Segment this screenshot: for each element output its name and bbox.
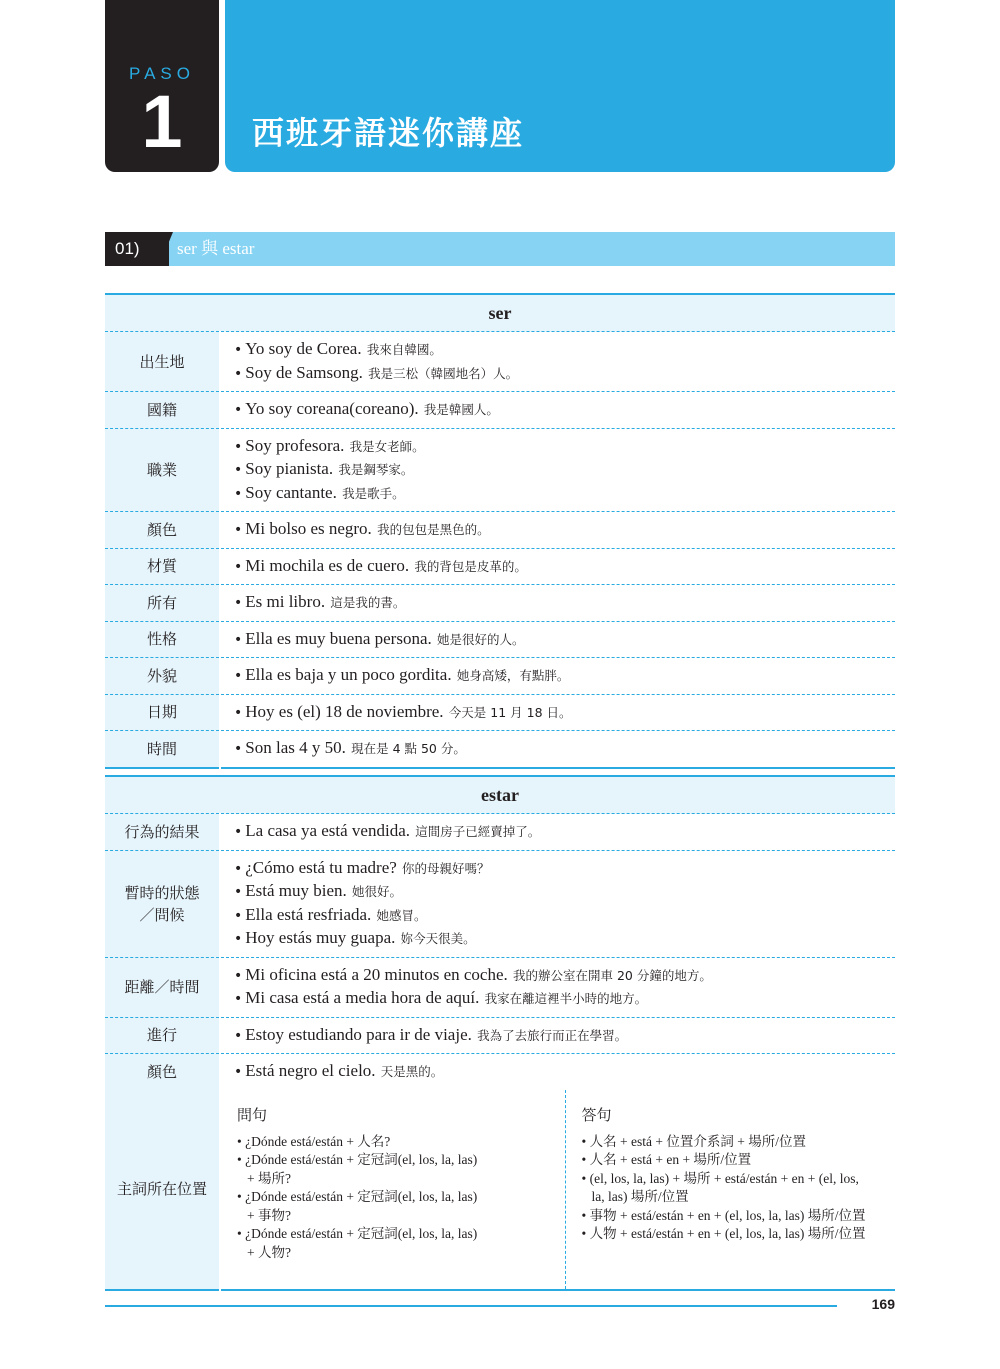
estar-table-body [105, 814, 895, 1090]
bullet-icon: • [234, 1064, 243, 1080]
bullet-icon: • [237, 1189, 246, 1204]
bullet-icon: • [234, 884, 243, 900]
row-content [220, 428, 895, 512]
paso-number: 1 [141, 80, 183, 163]
chinese-translation: 我是韓國人。 [423, 402, 499, 417]
row-label: 材質 [105, 548, 220, 585]
example-sentence [234, 435, 895, 459]
section-number: 01) [105, 232, 169, 266]
ser-table-body [105, 332, 895, 768]
chinese-translation: 我為了去旅行而正在學習。 [477, 1027, 628, 1043]
example-sentence [234, 362, 895, 386]
row-content [220, 512, 895, 549]
row-content [220, 621, 895, 658]
row-label: 所有 [105, 585, 220, 622]
question-column [234, 1090, 565, 1289]
example-sentence [234, 555, 895, 579]
row-label: 顏色 [105, 1054, 220, 1090]
example-sentence [234, 737, 895, 761]
list-item [582, 1151, 896, 1170]
row-label: 出生地 [105, 332, 220, 392]
row-label: 顏色 [105, 512, 220, 549]
row-label: 職業 [105, 428, 220, 512]
bullet-icon: • [234, 631, 243, 648]
location-content [220, 1090, 895, 1290]
bullet-icon: • [234, 668, 243, 684]
table-row [105, 694, 895, 731]
table-row [105, 957, 895, 1017]
chinese-translation: 我是三松（韓國地名）人。 [368, 365, 519, 381]
table-row [105, 585, 895, 622]
bullet-icon: • [581, 1152, 590, 1167]
list-item [582, 1133, 896, 1152]
spanish-text: Estoy estudiando para ir de viaje. [245, 1024, 472, 1044]
chinese-translation: 現在是 4 點 50 分。 [351, 741, 466, 756]
spanish-text: Mi oficina está a 20 minutos en coche. [245, 964, 508, 984]
spanish-text: Soy cantante. [245, 482, 337, 502]
example-sentence [234, 987, 895, 1011]
page-title: 西班牙語迷你講座 [252, 114, 525, 152]
paso-label: PASO [129, 64, 195, 83]
bullet-icon: • [581, 1170, 590, 1186]
list-item [582, 1170, 896, 1207]
bullet-icon: • [234, 558, 243, 575]
estar-table [105, 775, 895, 1291]
list-item-text: 人物 + está/están + en + (el, los, la, las) 場所/位置 [589, 1226, 866, 1241]
footer-rule [105, 1305, 837, 1307]
list-item-text: ¿Dónde está/están + 人名? [245, 1133, 391, 1149]
chinese-translation: 我來自韓國。 [366, 342, 442, 357]
spanish-text: Mi bolso es negro. [245, 519, 372, 538]
list-item [237, 1133, 565, 1152]
row-label: 進行 [105, 1017, 220, 1054]
chinese-translation: 今天是 11 月 18 日。 [448, 704, 572, 720]
spanish-text: Yo soy de Corea. [245, 339, 362, 358]
estar-table-heading: estar [105, 776, 895, 814]
spanish-text: Ella es muy buena persona. [245, 628, 432, 648]
row-content [220, 1017, 895, 1054]
row-content [220, 548, 895, 585]
bullet-icon: • [234, 462, 243, 478]
example-sentence [234, 664, 895, 688]
bullet-icon: • [234, 365, 243, 382]
table-row [105, 1090, 895, 1290]
bullet-icon: • [234, 485, 243, 502]
table-row [105, 621, 895, 658]
spanish-text: La casa ya está vendida. [245, 821, 410, 840]
bullet-icon: • [234, 595, 243, 611]
table-row [105, 814, 895, 851]
list-item-text: ¿Dónde está/están + 定冠詞(el, los, la, las) + 場所? [245, 1152, 478, 1186]
row-content [220, 1054, 895, 1090]
chinese-translation: 我是女老師。 [349, 438, 425, 454]
chinese-translation: 妳今天很美。 [400, 931, 476, 946]
chinese-translation: 我的背包是皮革的。 [414, 558, 527, 574]
bullet-icon: • [237, 1133, 246, 1149]
chinese-translation: 她是很好的人。 [436, 631, 525, 647]
example-sentence [234, 1024, 895, 1048]
answer-list [582, 1133, 896, 1244]
bullet-icon: • [234, 402, 243, 418]
bullet-icon: • [237, 1226, 246, 1241]
row-content [220, 694, 895, 731]
chinese-translation: 她很好。 [352, 884, 403, 899]
spanish-text: ¿Cómo está tu madre? [245, 857, 397, 877]
table-row [105, 332, 895, 392]
location-section [105, 1090, 895, 1290]
paso-badge [105, 0, 219, 172]
chinese-translation: 她感冒。 [376, 907, 427, 923]
spanish-text: Soy de Samsong. [245, 362, 363, 382]
ser-table [105, 293, 895, 769]
spanish-text: Está negro el cielo. [245, 1061, 376, 1080]
spanish-text: Soy pianista. [245, 459, 334, 478]
section-slant-decoration [159, 232, 173, 266]
bullet-icon: • [234, 991, 243, 1007]
table-row [105, 392, 895, 429]
list-item [237, 1188, 565, 1225]
list-item [237, 1225, 565, 1262]
bullet-icon: • [234, 522, 243, 538]
bullet-icon: • [234, 824, 243, 840]
table-row [105, 428, 895, 512]
bullet-icon: • [581, 1226, 590, 1241]
bullet-icon: • [234, 741, 243, 757]
chinese-translation: 她身高矮，有點胖。 [456, 668, 570, 683]
row-content [220, 814, 895, 851]
example-sentence [234, 964, 895, 988]
list-item-text: ¿Dónde está/están + 定冠詞(el, los, la, las) + 人物? [245, 1226, 478, 1260]
row-label: 行為的結果 [105, 814, 220, 851]
table-row [105, 1054, 895, 1090]
chinese-translation: 我是鋼琴家。 [338, 462, 414, 477]
page-number: 169 [871, 1296, 895, 1312]
example-sentence [234, 857, 895, 881]
row-content [220, 731, 895, 768]
table-row [105, 548, 895, 585]
table-row [105, 1017, 895, 1054]
section-bar [105, 232, 895, 266]
bullet-icon: • [234, 1027, 243, 1044]
row-label: 時間 [105, 731, 220, 768]
spanish-text: Soy profesora. [245, 435, 345, 455]
example-sentence [234, 701, 895, 725]
chinese-translation: 這間房子已經賣掉了。 [415, 824, 541, 839]
bullet-icon: • [234, 704, 243, 721]
section-title: ser 與 estar [177, 239, 255, 258]
chinese-translation: 你的母親好嗎？ [402, 860, 490, 876]
row-label: 外貌 [105, 658, 220, 695]
table-row [105, 512, 895, 549]
answer-heading: 答句 [581, 1105, 612, 1124]
row-content [220, 585, 895, 622]
example-sentence [234, 398, 895, 422]
list-item-text: 人名 + está + en + 場所/位置 [589, 1152, 752, 1167]
answer-column [565, 1090, 896, 1289]
chinese-translation: 我是歌手。 [342, 485, 405, 501]
example-sentence [234, 880, 895, 904]
row-content [220, 392, 895, 429]
chinese-translation: 我的包包是黑色的。 [377, 522, 490, 537]
row-label: 距離／時間 [105, 957, 220, 1017]
example-sentence [234, 628, 895, 652]
table-row [105, 658, 895, 695]
chinese-translation: 這是我的書。 [330, 595, 406, 610]
chinese-translation: 我家在離這裡半小時的地方。 [484, 991, 648, 1006]
spanish-text: Ella es baja y un poco gordita. [245, 665, 452, 684]
list-item [237, 1151, 565, 1188]
table-row [105, 850, 895, 957]
bullet-icon: • [581, 1207, 590, 1223]
spanish-text: Hoy estás muy guapa. [245, 928, 396, 947]
list-item-text: ¿Dónde está/están + 定冠詞(el, los, la, las) + 事物? [245, 1189, 478, 1223]
bullet-icon: • [234, 342, 243, 358]
row-label: 日期 [105, 694, 220, 731]
example-sentence [234, 904, 895, 928]
bullet-icon: • [581, 1133, 590, 1149]
list-item-text: (el, los, la, las) + 場所 + está/están + en + (el, los, la, las) 場所/位置 [589, 1170, 859, 1204]
spanish-text: Ella está resfriada. [245, 904, 372, 924]
list-item-text: 人名 + está + 位置介系詞 + 場所/位置 [589, 1133, 806, 1149]
spanish-text: Son las 4 y 50. [245, 738, 346, 757]
ser-table-heading: ser [105, 294, 895, 332]
list-item [582, 1225, 896, 1244]
example-sentence [234, 482, 895, 506]
question-heading: 問句 [237, 1105, 268, 1124]
example-sentence [234, 927, 895, 951]
spanish-text: Hoy es (el) 18 de noviembre. [245, 701, 444, 721]
example-sentence [234, 591, 895, 615]
list-item-text: 事物 + está/están + en + (el, los, la, las) 場所/位置 [589, 1207, 866, 1223]
bullet-icon: • [234, 907, 243, 924]
row-label: 主詞所在位置 [105, 1090, 220, 1290]
row-content [220, 957, 895, 1017]
question-list [237, 1133, 565, 1263]
example-sentence [234, 518, 895, 542]
example-sentence [234, 820, 895, 844]
chinese-translation: 我的辦公室在開車 20 分鐘的地方。 [513, 967, 712, 983]
table-row [105, 731, 895, 768]
spanish-text: Es mi libro. [245, 592, 326, 611]
row-label: 暫時的狀態 ／問候 [105, 850, 220, 957]
bullet-icon: • [234, 967, 243, 984]
bullet-icon: • [234, 860, 243, 877]
row-label: 國籍 [105, 392, 220, 429]
spanish-text: Mi casa está a media hora de aquí. [245, 988, 480, 1007]
title-banner [225, 0, 895, 172]
bullet-icon: • [234, 931, 243, 947]
row-content [220, 658, 895, 695]
spanish-text: Mi mochila es de cuero. [245, 555, 410, 575]
bullet-icon: • [234, 438, 243, 455]
spanish-text: Yo soy coreana(coreano). [245, 399, 419, 418]
list-item [582, 1207, 896, 1226]
example-sentence [234, 1060, 895, 1084]
spanish-text: Está muy bien. [245, 881, 347, 900]
row-content [220, 850, 895, 957]
example-sentence [234, 458, 895, 482]
row-label: 性格 [105, 621, 220, 658]
example-sentence [234, 338, 895, 362]
row-content [220, 332, 895, 392]
chinese-translation: 天是黑的。 [380, 1064, 444, 1079]
bullet-icon: • [237, 1152, 246, 1167]
